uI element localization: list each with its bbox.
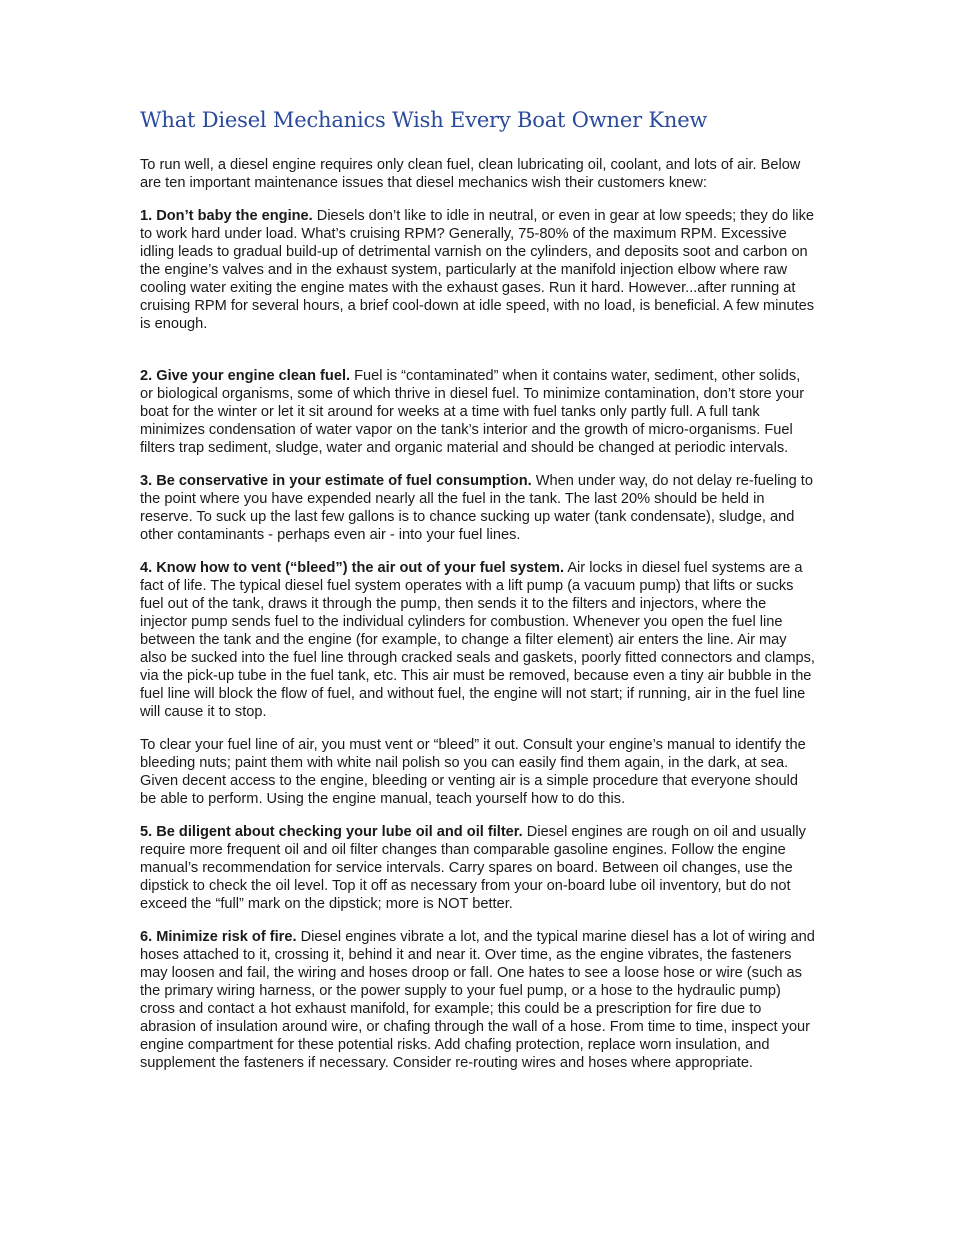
tip-2-heading: 2. Give your engine clean fuel. (140, 368, 351, 384)
tip-6-paragraph (140, 928, 816, 1072)
tip-4-continuation-body: To clear your fuel line of air, you must vent or “bleed” it out. Consult your engine’s manual to identify the bleeding nuts; paint them with white nail polish so you can easily find them again, in the dark, at sea. Given decent access to the engine, bleeding or venting air is a simple procedure that everyone should be able to perform. Using the engine manual, teach yourself how to do this. (140, 737, 806, 807)
document-page (140, 108, 816, 1087)
tip-4-paragraph (140, 559, 816, 721)
tip-4-heading: 4. Know how to vent (“bleed”) the air out of your fuel system. (140, 560, 565, 576)
tip-2-body: Fuel is “contaminated” when it contains water, sediment, other solids, or biological organisms, some of which thrive in diesel fuel. To minimize contamination, don’t store your boat for the winter or let it sit around for weeks at a time with fuel tanks only partly full. A full tank minimizes condensation of water vapor on the tank’s interior and the growth of micro-organisms. Fuel filters trap sediment, sludge, water and organic material and should be changed at periodic intervals. (140, 368, 805, 456)
tip-5-body: Diesel engines are rough on oil and usually require more frequent oil and oil filter changes than comparable gasoline engines. Follow the engine manual’s recommendation for service intervals. Carry spares on board. Between oil changes, use the dipstick to check the oil level. Top it off as necessary from your on-board lube oil inventory, but do not exceed the “full” mark on the dipstick; more is NOT better. (140, 824, 806, 912)
tip-5-paragraph (140, 823, 816, 913)
tip-3-body: When under way, do not delay re-fueling to the point where you have expended nearly all the fuel in the tank. The last 20% should be held in reserve. To suck up the last few gallons is to chance sucking up water (tank condensate), sludge, and other contaminants - perhaps even air - into your fuel lines. (140, 473, 813, 543)
tip-6-body: Diesel engines vibrate a lot, and the typical marine diesel has a lot of wiring and hoses attached to it, crossing it, behind it and near it. Over time, as the engine vibrates, the fasteners may loosen and fail, the wiring and hoses droop or fall. One hates to see a loose hose or wire (such as the primary wiring harness, or the power supply to your fuel pump, or a hose to the hydraulic pump) cross and contact a hot exhaust manifold, for example; this could be a prescription for fire due to abrasion of insulation around wire, or chafing through the wall of a hose. From time to time, inspect your engine compartment for these potential risks. Add chafing protection, replace worn insulation, and supplement the fasteners if necessary. Consider re-routing wires and hoses where appropriate. (140, 929, 815, 1071)
tip-1-body: Diesels don’t like to idle in neutral, or even in gear at low speeds; they do like to work hard under load. What’s cruising RPM? Generally, 75-80% of the maximum RPM. Excessive idling leads to gradual build-up of detrimental varnish on the cylinders, and deposits soot and carbon on the engine’s valves and in the exhaust system, particularly at the manifold injection elbow where raw cooling water exiting the engine mates with the exhaust gases. Run it hard. However...after running at cruising RPM for several hours, a brief cool-down at idle speed, with no load, is beneficial. A few minutes is enough. (140, 208, 815, 332)
tip-4-body: Air locks in diesel fuel systems are a fact of life. The typical diesel fuel system operates with a lift pump (a vacuum pump) that lifts or sucks fuel out of the tank, draws it through the pump, then sends it to the filters and injectors, where the injector pump sends fuel to the individual cylinders for combustion. Whenever you open the fuel line between the tank and the engine (for example, to change a filter element) air enters the line. Air may also be sucked into the fuel line through cracked seals and gaskets, poorly fitted connectors and clamps, via the pick-up tube in the fuel tank, etc. This air must be removed, because even a tiny air bubble in the fuel line will block the flow of fuel, and without fuel, the engine will not start; if running, air in the fuel line will cause it to stop. (140, 560, 815, 720)
intro-paragraph: To run well, a diesel engine requires only clean fuel, clean lubricating oil, coolant, and lots of air. Below are ten important maintenance issues that diesel mechanics wish their customers knew: (140, 157, 801, 191)
tip-3-paragraph (140, 472, 816, 544)
tip-1-paragraph (140, 207, 816, 333)
tip-6-heading: 6. Minimize risk of fire. (140, 929, 297, 945)
tip-5-heading: 5. Be diligent about checking your lube oil and oil filter. (140, 824, 523, 840)
tip-3-heading: 3. Be conservative in your estimate of fuel consumption. (140, 473, 532, 489)
tip-1-heading: 1. Don’t baby the engine. (140, 208, 313, 224)
tip-4-continuation-paragraph (140, 736, 816, 808)
tip-2-paragraph (140, 367, 816, 457)
document-title: What Diesel Mechanics Wish Every Boat Owner Knew (140, 108, 708, 132)
